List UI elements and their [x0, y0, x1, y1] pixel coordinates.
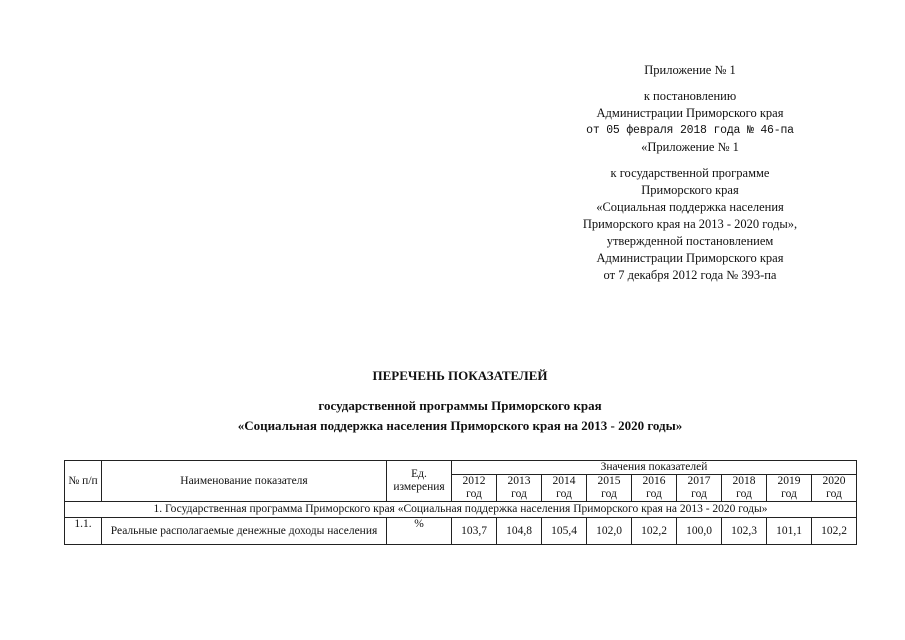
indicator-unit: %: [387, 518, 452, 545]
resolution-date-stamp: от 05 февраля 2018 года № 46-па: [586, 124, 794, 137]
approval-header: [560, 62, 820, 284]
original-resolution-date: от 7 декабря 2012 года № 393-па: [603, 268, 777, 282]
col-values-header: Значения показателей: [452, 461, 857, 475]
program-title-2: Приморского края на 2013 - 2020 годы»,: [582, 217, 798, 231]
appendix-number: Приложение № 1: [644, 63, 736, 77]
title-sub-1: государственной программы Приморского края: [318, 398, 602, 413]
section-row: [65, 502, 857, 518]
to-resolution: к постановлению: [643, 89, 737, 103]
value-cell: 102,3: [722, 518, 767, 545]
value-cell: 103,7: [452, 518, 497, 545]
col-unit-header: Ед. измерения: [387, 461, 452, 502]
program-ref: к государственной программе: [610, 166, 770, 180]
administration-name-2: Администрации Приморского края: [596, 251, 784, 265]
value-cell: 104,8: [497, 518, 542, 545]
year-header: 2013 год: [497, 475, 542, 502]
program-title-1: «Социальная поддержка населения: [596, 200, 784, 214]
value-cell: 100,0: [677, 518, 722, 545]
year-header: 2015 год: [587, 475, 632, 502]
year-header: 2020 год: [812, 475, 857, 502]
approved-by: утвержденной постановлением: [606, 234, 774, 248]
title-main: ПЕРЕЧЕНЬ ПОКАЗАТЕЛЕЙ: [372, 368, 548, 383]
value-cell: 102,0: [587, 518, 632, 545]
col-name-header: Наименование показателя: [102, 461, 387, 502]
administration-name: Администрации Приморского края: [596, 106, 784, 120]
year-header: 2017 год: [677, 475, 722, 502]
value-cell: 105,4: [542, 518, 587, 545]
title-sub-2: «Социальная поддержка населения Приморского края на 2013 - 2020 годы»: [237, 418, 683, 433]
col-num-header: № п/п: [65, 461, 102, 502]
indicators-table: [64, 460, 857, 545]
section-title: 1. Государственная программа Приморского края «Социальная поддержка населения Приморского края на 2013 - 2020 годы»: [65, 502, 857, 518]
value-cell: 102,2: [632, 518, 677, 545]
row-number: 1.1.: [65, 518, 102, 545]
value-cell: 102,2: [812, 518, 857, 545]
value-cell: 101,1: [767, 518, 812, 545]
quoted-appendix: «Приложение № 1: [641, 140, 739, 154]
year-header: 2018 год: [722, 475, 767, 502]
region-name: Приморского края: [641, 183, 739, 197]
indicator-name: Реальные располагаемые денежные доходы населения: [102, 518, 387, 545]
year-header: 2019 год: [767, 475, 812, 502]
document-title: [100, 368, 820, 436]
year-header: 2016 год: [632, 475, 677, 502]
year-header: 2014 год: [542, 475, 587, 502]
year-header: 2012 год: [452, 475, 497, 502]
table-row: [65, 518, 857, 545]
